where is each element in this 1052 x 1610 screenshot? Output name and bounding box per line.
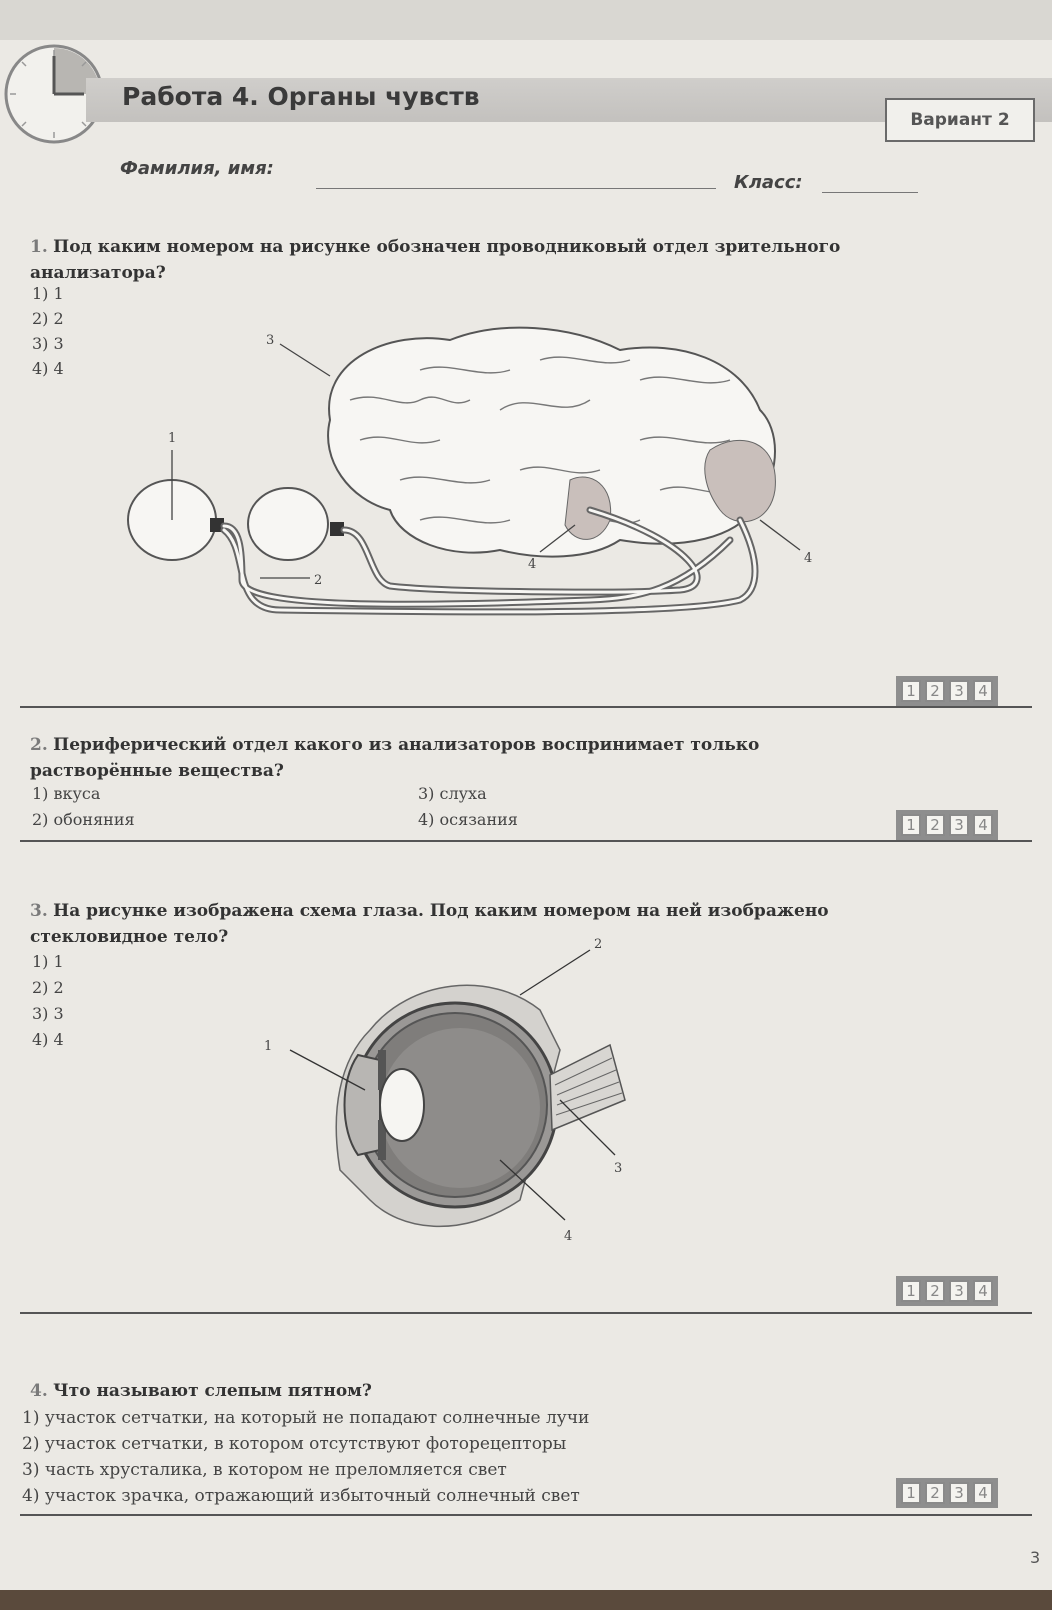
q4-text: 4. Что называют слепым пятном? [30, 1381, 372, 1401]
variant-badge: Вариант 2 [885, 98, 1035, 142]
q2-answer-4[interactable]: 4 [973, 814, 993, 836]
q3-answer-1[interactable]: 1 [901, 1280, 921, 1302]
q1-answer-3[interactable]: 3 [949, 680, 969, 702]
q3-label-2: 2 [594, 937, 603, 952]
q1-label-1: 1 [168, 431, 177, 446]
visual-analyzer-diagram [120, 320, 840, 640]
q4-answer-2[interactable]: 2 [925, 1482, 945, 1504]
photo-bottom-edge [0, 1590, 1052, 1610]
q1-label-3: 3 [266, 333, 275, 348]
q1-option-1: 1) 1 [32, 284, 64, 303]
q4-option-1: 1) участок сетчатки, на который не попадают солнечные лучи [22, 1408, 590, 1428]
q3-answer-3[interactable]: 3 [949, 1280, 969, 1302]
q2-answer-2[interactable]: 2 [925, 814, 945, 836]
separator-3 [20, 1312, 1032, 1314]
separator-4 [20, 1514, 1032, 1516]
page-number: 3 [1030, 1548, 1041, 1567]
q3-label-4: 4 [564, 1229, 573, 1244]
q1-label-4a: 4 [528, 557, 537, 572]
q2-answer-grid [896, 810, 998, 840]
q1-answer-grid [896, 676, 998, 706]
q1-label-4b: 4 [804, 551, 813, 566]
separator-2 [20, 840, 1032, 842]
q4-answer-grid [896, 1478, 998, 1508]
q2-option-3: 3) слуха [418, 784, 487, 803]
q4-option-2: 2) участок сетчатки, в котором отсутствуют фоторецепторы [22, 1434, 567, 1454]
name-field[interactable] [316, 188, 716, 189]
q2-answer-1[interactable]: 1 [901, 814, 921, 836]
q2-option-2: 2) обоняния [32, 810, 135, 829]
q4-answer-3[interactable]: 3 [949, 1482, 969, 1504]
q2-answer-3[interactable]: 3 [949, 814, 969, 836]
q1-answer-4[interactable]: 4 [973, 680, 993, 702]
class-field[interactable] [822, 192, 918, 193]
q2-option-1: 1) вкуса [32, 784, 101, 803]
q4-option-3: 3) часть хрусталика, в котором не преломляется свет [22, 1460, 507, 1480]
class-label: Класс: [734, 172, 803, 193]
q3-answer-2[interactable]: 2 [925, 1280, 945, 1302]
q3-text: 3. На рисунке изображена схема глаза. Под каким номером на ней изображено стекловидное тело? [30, 901, 829, 947]
q3-option-2: 2) 2 [32, 978, 64, 997]
q4-option-4: 4) участок зрачка, отражающий избыточный солнечный свет [22, 1486, 580, 1506]
q3-option-3: 3) 3 [32, 1004, 64, 1023]
q3-option-1: 1) 1 [32, 952, 64, 971]
q3-answer-4[interactable]: 4 [973, 1280, 993, 1302]
eye-diagram [260, 937, 660, 1270]
q2-text: 2. Периферический отдел какого из анализаторов воспринимает только растворённые вещества? [30, 735, 760, 781]
q1-answer-2[interactable]: 2 [925, 680, 945, 702]
q1-option-4: 4) 4 [32, 359, 64, 378]
q1-answer-1[interactable]: 1 [901, 680, 921, 702]
q3-option-4: 4) 4 [32, 1030, 64, 1049]
q1-label-2: 2 [314, 573, 323, 588]
q1-text: 1. Под каким номером на рисунке обозначен проводниковый отдел зрительного анализатора? [30, 237, 841, 283]
separator-1 [20, 706, 1032, 708]
q1-option-3: 3) 3 [32, 334, 64, 353]
q3-label-1: 1 [264, 1039, 273, 1054]
photo-top-edge [0, 0, 1052, 40]
page-title: Работа 4. Органы чувств [122, 82, 480, 111]
q4-answer-1[interactable]: 1 [901, 1482, 921, 1504]
q3-label-3: 3 [614, 1161, 623, 1176]
q2-option-4: 4) осязания [418, 810, 518, 829]
name-label: Фамилия, имя: [120, 158, 274, 179]
q4-answer-4[interactable]: 4 [973, 1482, 993, 1504]
q1-option-2: 2) 2 [32, 309, 64, 328]
q3-answer-grid [896, 1276, 998, 1306]
